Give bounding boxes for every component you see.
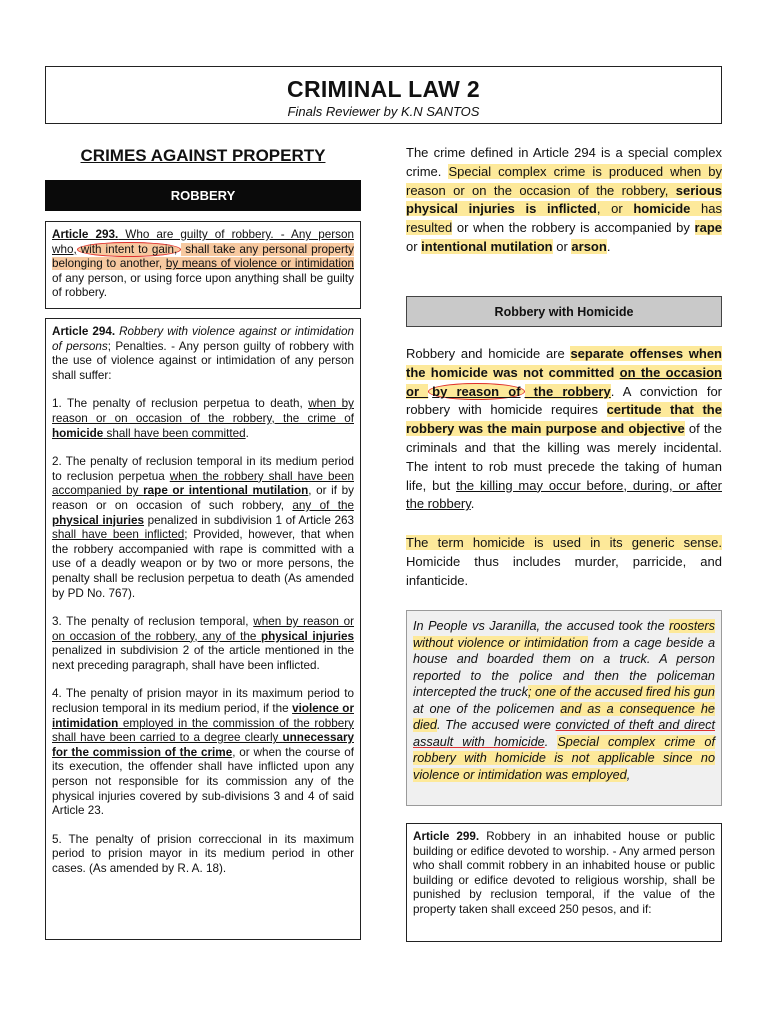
article-294-box — [45, 318, 361, 940]
case-highlight-4: Special complex crime of robbery with homicide is not applicable since no violence or intimidation was employed — [413, 734, 715, 782]
para1-serious-injuries: serious physical injuries is inflicted — [406, 182, 722, 217]
p4-unnecessary: unnecessary for the commission of the crime — [52, 731, 354, 759]
para1-text-2: or when the robbery is accompanied by — [452, 220, 695, 236]
para2-text-3: of the criminals and that the killing was merely incidental. The intent to rob must precede the taking of human life, but — [406, 421, 722, 493]
para1-homicide: homicide — [633, 201, 691, 217]
p4-text-c: , or when the course of its execution, the offender shall have inflicted upon any person not responsible for its commission any of the physical injuries covered by sub-divisions 3 and 4 of said Article 23. — [52, 745, 354, 818]
document-subtitle: Finals Reviewer by K.N SANTOS — [287, 104, 480, 119]
case-end: , — [626, 767, 631, 782]
para3-highlight: The term homicide is used in its generic sense. — [406, 535, 722, 550]
p2-underline: when the robbery shall have been accompanied by — [52, 469, 354, 498]
separate-offenses-paragraph — [406, 345, 722, 514]
para1-highlight-3: has resulted — [406, 201, 722, 236]
para2-the-robbery: the robbery — [524, 383, 611, 399]
article-293-box — [45, 221, 361, 309]
case-highlight-3: and as a consequence he died — [413, 701, 715, 732]
p1-homicide: homicide — [52, 426, 104, 440]
para1-arson: arson — [571, 238, 607, 254]
para1-text-1: The crime defined in Article 294 is a special complex crime. — [406, 145, 722, 179]
art299-label: Article 299. — [413, 830, 480, 843]
p1-underline-2: shall have been committed — [103, 426, 246, 440]
p2-text-c: , or if by reason or on occasion of such robbery, — [52, 484, 354, 512]
para3-text: Homicide thus includes murder, parricide, and infanticide. — [406, 553, 722, 588]
robbery-with-homicide-label: Robbery with Homicide — [494, 304, 634, 319]
p3-text-c: penalized in subdivision 2 of the article mentioned in the next preceding paragraph, shall have been inflicted. — [52, 644, 354, 672]
para1-rape: rape — [694, 220, 722, 236]
robbery-heading-label: ROBBERY — [170, 188, 236, 203]
robbery-heading-bar — [45, 180, 361, 211]
para1-highlight-2: , or — [596, 201, 634, 217]
case-text-5: . — [544, 734, 558, 749]
p2-text-d: penalized in subdivision 1 of Article 263 — [143, 513, 354, 527]
generic-sense-paragraph — [406, 534, 722, 590]
section-title: CRIMES AGAINST PROPERTY — [80, 146, 326, 165]
special-complex-crime-paragraph — [406, 144, 722, 257]
case-text-1: In People vs Jaranilla, the accused took the — [413, 619, 670, 633]
art299-text: Robbery in an inhabited house or public building or edifice devoted to worship. - Any armed person who shall commit robbery in an inhabited house or public building or edifice devoted to religious worship, shall be punished by reclusion temporal, if the value of the property taken shall exceed 250 pesos, and if: — [413, 830, 715, 916]
jaranilla-case-box — [406, 610, 722, 806]
p3-physical-injuries: physical injuries — [261, 629, 354, 643]
p1-text-a: 1. The penalty of reclusion perpetua to death, — [52, 397, 309, 411]
para2-certitude: certitude that the robbery was the main purpose and objective — [406, 402, 722, 437]
para2-occasion: on the occasion or — [406, 364, 722, 399]
article-299-box — [406, 823, 722, 942]
para1-mutilation: intentional mutilation — [421, 238, 553, 254]
para2-end: . — [470, 496, 475, 512]
art294-para-4 — [52, 687, 354, 818]
p2-rape: rape or intentional mutilation — [143, 484, 309, 498]
p1-underline: when by reason or on occasion of the robbery, the crime of — [52, 397, 354, 425]
para1-highlight-1: Special complex crime is produced when by reason or on the occasion of the robbery, — [406, 163, 723, 198]
art294-intro-text: ; Penalties. - Any person guilty of robbery with the use of violence against or intimidation of any person shall suffer: — [52, 339, 354, 382]
p2-underline-3: shall have been inflicted — [52, 528, 185, 542]
p2-underline-2: any of the — [292, 498, 354, 512]
p2-physical-injuries: physical injuries — [52, 513, 144, 527]
art294-title: Robbery with violence against or intimidation of persons — [52, 325, 354, 353]
para1-end: . — [606, 238, 611, 254]
art293-label: Article 293. — [52, 228, 119, 241]
p1-end: . — [245, 426, 249, 440]
art293-intent-to-gain: with intent to gain, — [77, 242, 182, 257]
case-convicted: convicted of theft and direct assault with homicide — [413, 718, 715, 749]
p4-underline: employed in the commission of the robbery shall have been carried to a degree clearly — [52, 716, 354, 745]
p4-text-a: 4. The penalty of prision mayor in its maximum period to reclusion temporal in its medium period, if the — [52, 687, 354, 716]
para1-text-3: or — [406, 238, 422, 254]
case-text-3: at one of the policemen — [413, 701, 561, 716]
case-highlight-1: roosters without violence or intimidation — [413, 619, 715, 650]
para2-killing-timing: the killing may occur before, during, or after the robbery — [406, 477, 722, 512]
p4-violence: violence or intimidation — [52, 702, 354, 730]
art293-text-3: of any person, or using force upon anything shall be guilty of robbery. — [52, 271, 354, 300]
case-highlight-2: ; one of the accused fired his gun — [527, 685, 715, 699]
p3-text-a: 3. The penalty of reclusion temporal, — [52, 615, 254, 629]
document-title: CRIMINAL LAW 2 — [287, 76, 480, 102]
art294-label: Article 294. — [52, 325, 116, 338]
art293-text-2: shall take any personal property belonging to another, — [52, 242, 354, 271]
art294-para-5: 5. The penalty of prision correccional in its maximum period to prision mayor in its medium period in other cases. (As amended by R. A. 18). — [52, 832, 354, 875]
art294-para-2 — [52, 455, 354, 601]
art293-violence: by means of violence or intimidation — [165, 257, 354, 271]
p3-underline: when by reason or on occasion of the robbery, any of the — [52, 615, 355, 643]
art294-para-1 — [52, 397, 354, 441]
para2-separate-offenses: separate offenses when the homicide was not committed — [406, 346, 722, 380]
para2-text-2: . A conviction for robbery with homicide requires — [406, 383, 723, 418]
para1-text-4: or — [552, 238, 572, 254]
p2-text-e: ; Provided, however, that when the robbery accompanied with rape is committed with a use of a deadly weapon or by two or more persons, the penalty shall be reclusion perpetua to death (As amended by PD No. 767). — [52, 528, 354, 600]
robbery-with-homicide-heading — [406, 296, 722, 327]
art293-text-1: Who are guilty of robbery. - Any person who, — [52, 228, 355, 256]
document-header — [45, 66, 722, 124]
para2-by-reason-of: by reason of — [428, 383, 524, 400]
para2-text-1: Robbery and homicide are — [406, 346, 571, 361]
case-text-2: from a cage beside a house and boarded them on a truck. A person reported to the police and then the policeman intercepted the truck — [413, 635, 715, 699]
p2-text-a: 2. The penalty of reclusion temporal in its medium period to reclusion perpetua — [52, 455, 354, 483]
case-text-4: . The accused were — [437, 718, 556, 732]
art294-intro — [52, 325, 354, 383]
art294-para-3 — [52, 615, 354, 673]
